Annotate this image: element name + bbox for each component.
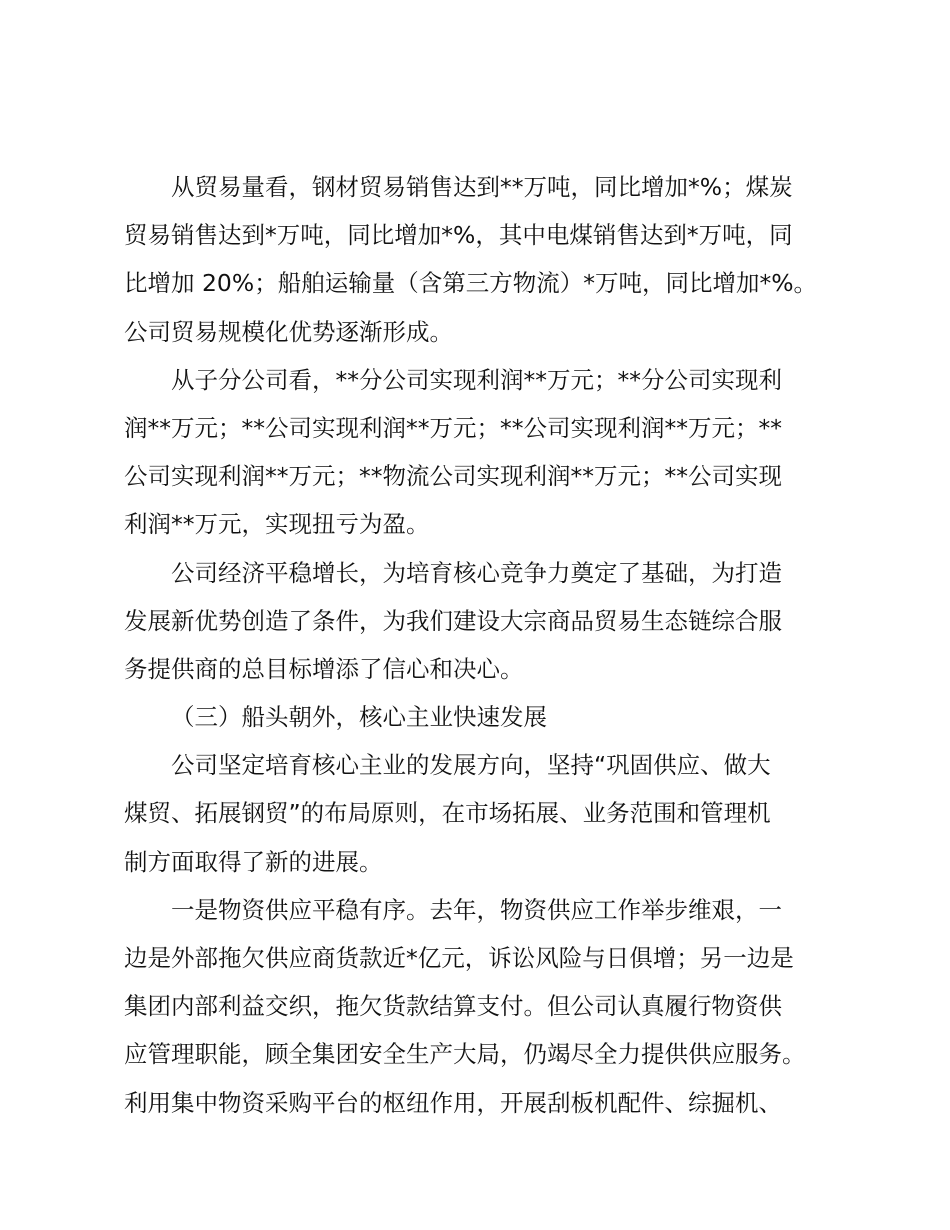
paragraph-line: 公司坚定培育核心主业的发展方向，坚持“巩固供应、做大 <box>171 751 771 780</box>
section-heading: （三）船头朝外，核心主业快速发展 <box>171 703 547 732</box>
paragraph-line: 应管理职能，顾全集团安全生产大局，仍竭尽全力提供供应服务。 <box>124 1040 806 1069</box>
paragraph-line: 利润**万元，实现扭亏为盈。 <box>124 510 430 539</box>
paragraph-line: 发展新优势创造了条件，为我们建设大宗商品贸易生态链综合服 <box>124 606 782 635</box>
paragraph-line: 边是外部拖欠供应商货款近*亿元，诉讼风险与日俱增；另一边是 <box>124 944 794 972</box>
paragraph-line: 制方面取得了新的进展。 <box>124 847 383 876</box>
paragraph-line: 煤贸、拓展钢贸”的布局原则，在市场拓展、业务范围和管理机 <box>124 799 771 828</box>
paragraph-line: 从贸易量看，钢材贸易销售达到**万吨，同比增加*%；煤炭 <box>171 173 793 201</box>
paragraph-line: 比增加 20%；船舶运输量（含第三方物流）*万吨，同比增加*%。 <box>124 269 818 298</box>
paragraph-line: 公司经济平稳增长，为培育核心竞争力奠定了基础，为打造 <box>171 558 782 587</box>
paragraph-line: 从子分公司看，**分公司实现利润**万元；**分公司实现利 <box>171 365 782 394</box>
paragraph-line: 集团内部利益交织，拖欠货款结算支付。但公司认真履行物资供 <box>124 992 782 1021</box>
paragraph-line: 一是物资供应平稳有序。去年，物资供应工作举步维艰，一 <box>171 895 782 924</box>
paragraph-line: 公司贸易规模化优势逐渐形成。 <box>124 317 453 346</box>
paragraph-line: 利用集中物资采购平台的枢纽作用，开展刮板机配件、综掘机、 <box>124 1088 782 1117</box>
paragraph-line: 务提供商的总目标增添了信心和决心。 <box>124 654 524 683</box>
paragraph-line: 润**万元；**公司实现利润**万元；**公司实现利润**万元；** <box>124 413 782 442</box>
paragraph-line: 公司实现利润**万元；**物流公司实现利润**万元；**公司实现 <box>124 462 782 491</box>
document-body <box>124 163 824 1127</box>
paragraph-line: 贸易销售达到*万吨，同比增加*%，其中电煤销售达到*万吨，同 <box>124 221 793 250</box>
